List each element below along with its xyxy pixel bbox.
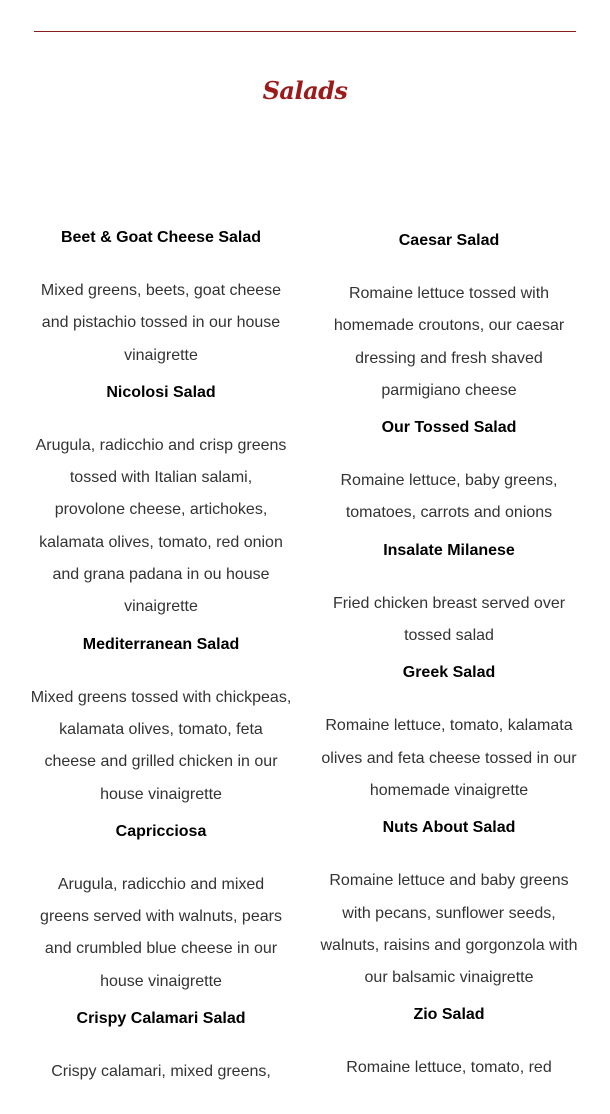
desc-line: Arugula, radicchio and mixed [57,875,265,893]
desc-line: Romaine lettuce, tomato, kalamata [325,717,573,735]
header-divider [34,31,576,32]
desc-line: walnuts, raisins and gorgonzola with [320,936,578,954]
menu-item [25,634,297,811]
desc-line: and grana padana in ou house [52,566,270,584]
desc-line: with pecans, sunflower seeds, [342,904,556,922]
desc-line: and pistachio tossed in our house [41,314,281,332]
section-title: Salads [262,76,348,105]
menu-item-name: Our Tossed Salad [381,419,517,437]
menu-item-description [25,275,297,372]
menu-item [313,417,585,530]
desc-line: provolone cheese, artichokes, [54,501,268,519]
menu-item-description [25,682,297,811]
menu-item-name: Mediterranean Salad [82,635,240,653]
desc-line: tossed salad [404,627,494,645]
menu-item [25,1008,297,1088]
menu-item-name: Capricciosa [115,822,207,840]
menu-item [25,821,297,998]
desc-line: parmigiano cheese [381,381,517,399]
desc-line: Arugula, radicchio and crisp greens [35,436,287,454]
menu-item [25,227,297,372]
desc-line: tossed with Italian salami, [69,469,253,487]
menu-item-description [25,1056,297,1088]
desc-line: Romaine lettuce, baby greens, [340,472,558,490]
desc-line: olives and feta cheese tossed in our [321,749,577,767]
menu-item-description [313,865,585,994]
menu-item-description [313,465,585,530]
desc-line: homemade vinaigrette [369,781,529,799]
desc-line: Mixed greens tossed with chickpeas, [30,688,292,706]
desc-line: cheese and grilled chicken in our [44,753,278,771]
desc-line: greens served with walnuts, pears [40,908,282,926]
menu-item-name: Crispy Calamari Salad [76,1010,246,1028]
desc-line: vinaigrette [124,346,198,364]
menu-item [313,817,585,994]
desc-line: our balsamic vinaigrette [364,969,534,987]
menu-item-description [313,1052,585,1084]
desc-line: tomatoes, carrots and onions [345,504,553,522]
menu-item-name: Greek Salad [402,664,496,682]
desc-line: kalamata olives, tomato, red onion [39,533,283,551]
desc-line: Mixed greens, beets, goat cheese [40,282,282,299]
desc-line: kalamata olives, tomato, feta [59,720,263,738]
desc-line: Fried chicken breast served over [332,594,566,612]
menu-column-left [25,227,297,1098]
menu-item-name: Nicolosi Salad [106,383,216,401]
menu-column-right [313,230,585,1095]
menu-item [25,382,297,624]
menu-item [313,230,585,407]
menu-item-description [313,710,585,807]
desc-line: Romaine lettuce, tomato, red [346,1059,552,1077]
menu-item-name: Caesar Salad [398,232,500,249]
menu-item-name: Beet & Goat Cheese Salad [60,229,262,246]
menu-item [313,662,585,807]
desc-line: house vinaigrette [100,785,222,803]
desc-line: homemade croutons, our caesar [333,317,565,335]
desc-line: Crispy calamari, mixed greens, [51,1063,271,1081]
menu-item-description [25,869,297,998]
desc-line: dressing and fresh shaved [355,349,543,367]
desc-line: and crumbled blue cheese in our [44,940,278,958]
desc-line: house vinaigrette [100,972,222,990]
menu-item-name: Nuts About Salad [382,819,516,837]
desc-line: Romaine lettuce tossed with [348,285,550,302]
menu-item [313,1004,585,1084]
desc-line: vinaigrette [124,598,198,616]
menu-item-description [25,430,297,624]
menu-item-name: Zio Salad [413,1006,485,1024]
menu-item [313,540,585,653]
menu-item-description [313,278,585,407]
menu-item-name: Insalate Milanese [383,541,515,559]
desc-line: Romaine lettuce and baby greens [329,872,569,890]
menu-item-description [313,588,585,653]
